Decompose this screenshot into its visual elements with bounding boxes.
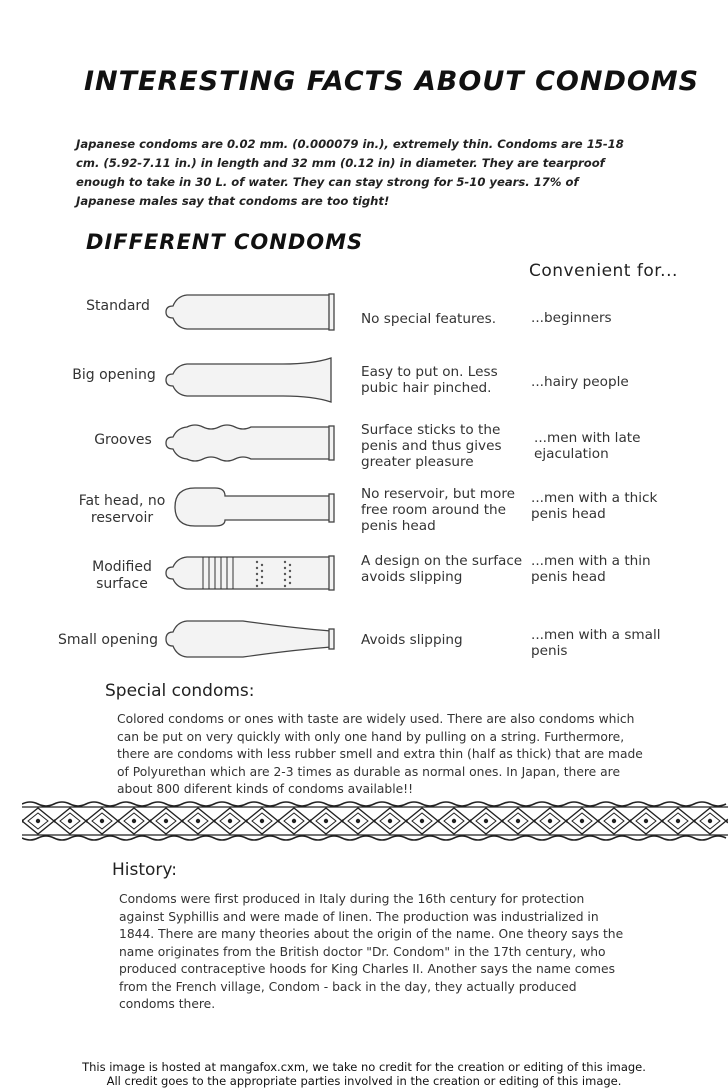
row-label-modified-surface: Modified surface xyxy=(92,559,152,592)
small-opening-condom-illustration xyxy=(163,616,338,662)
row-conv-small-opening: ...men with a small penis xyxy=(531,627,661,659)
page-title: INTERESTING FACTS ABOUT CONDOMS xyxy=(84,66,700,97)
row-conv-big-opening: ...hairy people xyxy=(531,374,629,390)
row-conv-standard: ...beginners xyxy=(531,310,612,326)
row-label-small-opening: Small opening xyxy=(58,632,158,648)
row-conv-fat-head: ...men with a thick penis head xyxy=(531,490,658,522)
row-label-standard: Standard xyxy=(86,298,150,314)
row-desc-standard: No special features. xyxy=(361,311,497,327)
row-desc-grooves: Surface sticks to the penis and thus gives greater pleasure xyxy=(361,422,502,470)
different-condoms-heading: DIFFERENT CONDOMS xyxy=(86,230,364,254)
row-label-grooves: Grooves xyxy=(94,432,152,448)
row-desc-small-opening: Avoids slipping xyxy=(361,632,463,648)
row-conv-grooves: ...men with late ejaculation xyxy=(534,430,641,462)
row-desc-big-opening: Easy to put on. Less pubic hair pinched. xyxy=(361,364,498,396)
row-conv-modified-surface: ...men with a thin penis head xyxy=(531,553,651,585)
special-condoms-heading: Special condoms: xyxy=(105,681,255,701)
row-desc-fat-head: No reservoir, but more free room around the penis head xyxy=(361,486,515,534)
intro-paragraph: Japanese condoms are 0.02 mm. (0.000079 in.), extremely thin. Condoms are 15-18 cm. (5.92-7.11 in.) in length and 32 mm (0.12 in) in diameter. They are tearproof enough to take in 30 L. of water. They can stay strong for 5-10 years. 17% of Japanese males say that condoms are too tight! xyxy=(76,137,624,208)
convenient-for-header: Convenient for... xyxy=(529,261,678,281)
modified-surface-condom-illustration xyxy=(163,550,338,596)
history-paragraph: Condoms were first produced in Italy during the 16th century for protection against Syphillis and were made of linen. The production was industrialized in 1844. There are many theories about the origin of the name. One theory says the name originates from the British doctor "Dr. Condom" in the 17th century, who produced contraceptive hoods for King Charles II. Another says the name comes from the French village, Condom - back in the day, they actually produced condoms there. xyxy=(119,892,624,1011)
history-heading: History: xyxy=(112,860,177,880)
standard-condom-illustration xyxy=(163,290,338,334)
special-condoms-paragraph: Colored condoms or ones with taste are widely used. There are also condoms which can be put on very quickly with only one hand by pulling on a string. Furthermore, there are condoms with less rubber smell and extra thin (half as thick) that are made of Polyurethan which are 2-3 times as durable as normal ones. In Japan, there are about 800 diferent kinds of condoms available!! xyxy=(117,712,643,796)
footer-line-1: This image is hosted at mangafox.cxm, we take no credit for the creation or editing of this image. xyxy=(82,1060,646,1074)
big-opening-condom-illustration xyxy=(163,356,338,404)
footer-line-2: All credit goes to the appropriate parties involved in the creation or editing of this image. xyxy=(106,1074,622,1088)
row-label-big-opening: Big opening xyxy=(72,367,156,383)
decorative-lace-border xyxy=(22,798,728,844)
fat-head-condom-illustration xyxy=(163,484,338,530)
row-label-fat-head: Fat head, no reservoir xyxy=(78,493,166,526)
row-desc-modified-surface: A design on the surface avoids slipping xyxy=(361,553,523,585)
grooves-condom-illustration xyxy=(163,419,338,467)
